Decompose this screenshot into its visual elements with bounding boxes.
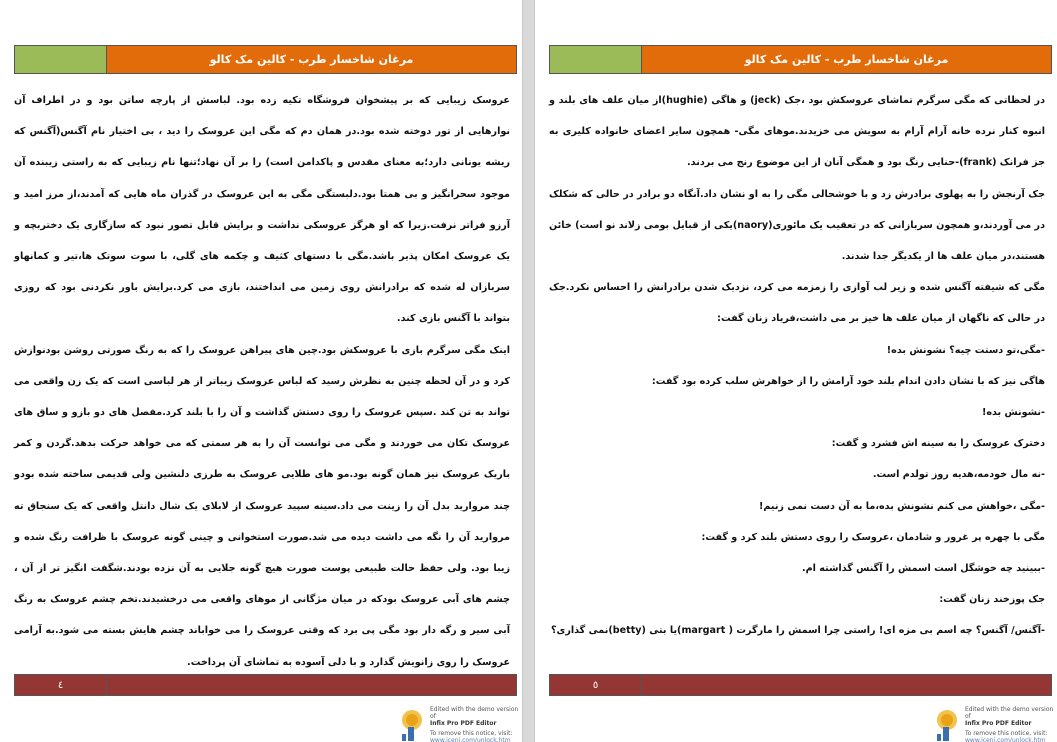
footer-bar — [107, 675, 516, 695]
header-green-block — [15, 46, 107, 73]
watermark-line1: Edited with the demo version of — [965, 706, 1054, 720]
page-header — [549, 45, 1052, 74]
watermark-line2: Infix Pro PDF Editor — [965, 720, 1032, 727]
infix-logo-icon — [934, 708, 962, 742]
paragraph: عروسک زیبایی که بر پیشخوان فروشگاه تکیه زده بود. لباسش از پارچه ساتن بود و در اطراف آن نوارهایی از تور دوخته شده بود.در همان دم که مگی این عروسک را دید ، بی اختیار نام آگنس(آگنس که ریشه یونانی دارد؛به معنای مقدس و پاکدامن است) را بر آن نهاد؛تنها نام زیبایی که به راستی زیبنده آن موجود سحرانگیز و بی همتا بود.دلبستگی مگی به این عروسک در گذران ماه هایی که آمدند،از مرز امید و آرزو فراتر نرفت.زیرا که او هرگز عروسکی نداشت و برایش قابل تصور نبود که سازگاری یک دختربچه و یک عروسک امکان پذیر باشد.مگی با دستهای کثیف و چکمه های گلی، با سوت سوتک ها،تیر و کمانهاو سربازان له شده که برادرانش روی زمین می انداختند، بازی می کرد.برایش باور نکردنی بود که روزی بتواند با آگنس بازی کند. — [14, 95, 510, 325]
page-footer — [14, 674, 517, 696]
footer-bar — [642, 675, 1051, 695]
demo-watermark — [399, 704, 523, 742]
page-4 — [0, 0, 523, 742]
paragraph: -مگی،تو دستت چیه؟ نشونش بده! — [886, 344, 1045, 356]
header-title: مرغان شاخسار طرب - کالین مک کالو — [642, 46, 1051, 73]
paragraph: -نشونش بده! — [981, 407, 1045, 419]
paragraph: -مگی ،خواهش می کنم نشونش بده،ما به آن دست نمی زنیم! — [759, 500, 1045, 512]
page-number: ٥ — [550, 675, 642, 695]
watermark-link[interactable]: www.iceni.com/unlock.htm — [430, 737, 511, 742]
page-footer — [549, 674, 1052, 696]
page-number: ٤ — [15, 675, 107, 695]
paragraph: جک پوزخند زنان گفت: — [939, 594, 1045, 606]
watermark-line1: Edited with the demo version of — [430, 706, 519, 720]
header-green-block — [550, 46, 642, 73]
paragraph: مگی با چهره پر غرور و شادمان ،عروسک را روی دستش بلند کرد و گفت: — [701, 531, 1045, 543]
paragraph: در لحظاتی که مگی سرگرم تماشای عروسکش بود ،جک (jeck) و هاگی (hughie)از میان علف های بلند و انبوه کنار نرده خانه آرام آرام به سویش می خزیدند.موهای مگی- همچون سایر اعضای خانواده کلیری به جز فرانک (frank)-حنایی رنگ بود و همگی آنان از این موضوع رنج می بردند. — [549, 95, 1045, 169]
paragraph: -آگنس/ آگنس؟ چه اسم بی مزه ای! راستی چرا اسمش را مارگرت ( margart)یا بتی (betty)نمی گذاری؟ — [550, 625, 1045, 637]
paragraph: هاگی نیز که با نشان دادن اندام بلند خود آرامش را از خواهرش سلب کرده بود گفت: — [651, 375, 1045, 387]
demo-watermark — [934, 704, 1057, 742]
paragraph: مگی که شیفته آگنس شده و زیر لب آوازی را زمزمه می کرد، نزدیک شدن برادرانش را احساس نکرد.جک در حالی که ناگهان از میان علف ها خیز بر می داشت،فریاد زنان گفت: — [549, 282, 1045, 325]
paragraph: اینک مگی سرگرم بازی با عروسکش بود.چین های پیراهن عروسک را که به رنگ صورتی روشن بودنوازش کرد و در آن لحظه چنین به نظرش رسید که لباس عروسک زیباتر از هر لباسی است که یک زن واقعی می تواند به تن کند .سپس عروسک را روی دستش گذاشت و آن را با بلند کرد.مفصل های دو بازو و ساق های عروسک تکان می خوردند و مگی می توانست آن را به هر سمتی که می خواهد حرکت بدهد.گردن و کمر باریک عروسک نیز همان گونه بود.مو های طلایی عروسک به طرزی دلنشین ولی قدیمی ساخته شده بودو چند مروارید بدل آن را زینت می داد.سینه سپید عروسک از لابلای یک شال دانتل واقعی که یک سنجاق ته مروارید آن را نگه می داشت دیده می شد.صورت استخوانی و چینی گونه عروسک با ظرافت رنگ شده و زیبا بود. ولی حفظ حالت طبیعی پوست صورت هیچ گونه جلایی به آن نزده بودند.شگفت انگیز تر از آن ، چشم های آبی عروسک بودکه در میان مژگانی از موهای واقعی می درخشیدند.تخم چشم عروسک به رنگ آبی سیر و رگه دار بود مگی پی برد که وقتی عروسک را می خواباند چشم هایش بسته می شود.به آرامی عروسک را روی زانویش گذارد و با دلی آسوده به تماشای آن پرداخت. — [14, 344, 510, 668]
page-body — [14, 85, 510, 678]
infix-logo-icon — [399, 708, 427, 742]
page-body — [549, 85, 1045, 647]
watermark-line2: Infix Pro PDF Editor — [430, 720, 497, 727]
paragraph: جک آرنجش را به پهلوی برادرش زد و با خوشحالی مگی را به او نشان داد.آنگاه دو برادر در حالی که شکلک در می آوردند،و همچون سربازانی که در تعقیب یک مائوری(naory)یکی از قبایل بومی زلاند نو است) خائن هستند،در میان علف ها از یکدیگر جدا شدند. — [549, 188, 1046, 263]
paragraph: -نه مال خودمه،هدیه روز تولدم است. — [872, 469, 1045, 481]
page-header — [14, 45, 517, 74]
watermark-line3: To remove this notice, visit: — [430, 730, 513, 737]
page-5 — [534, 0, 1057, 742]
watermark-link[interactable]: www.iceni.com/unlock.htm — [965, 737, 1046, 742]
page-gap — [523, 0, 534, 742]
header-title: مرغان شاخسار طرب - کالین مک کالو — [107, 46, 516, 73]
paragraph: دخترک عروسک را به سینه اش فشرد و گفت: — [831, 438, 1045, 450]
paragraph: -ببینید چه خوشگل است اسمش را آگنس گذاشته ام. — [801, 563, 1045, 575]
watermark-line3: To remove this notice, visit: — [965, 730, 1048, 737]
